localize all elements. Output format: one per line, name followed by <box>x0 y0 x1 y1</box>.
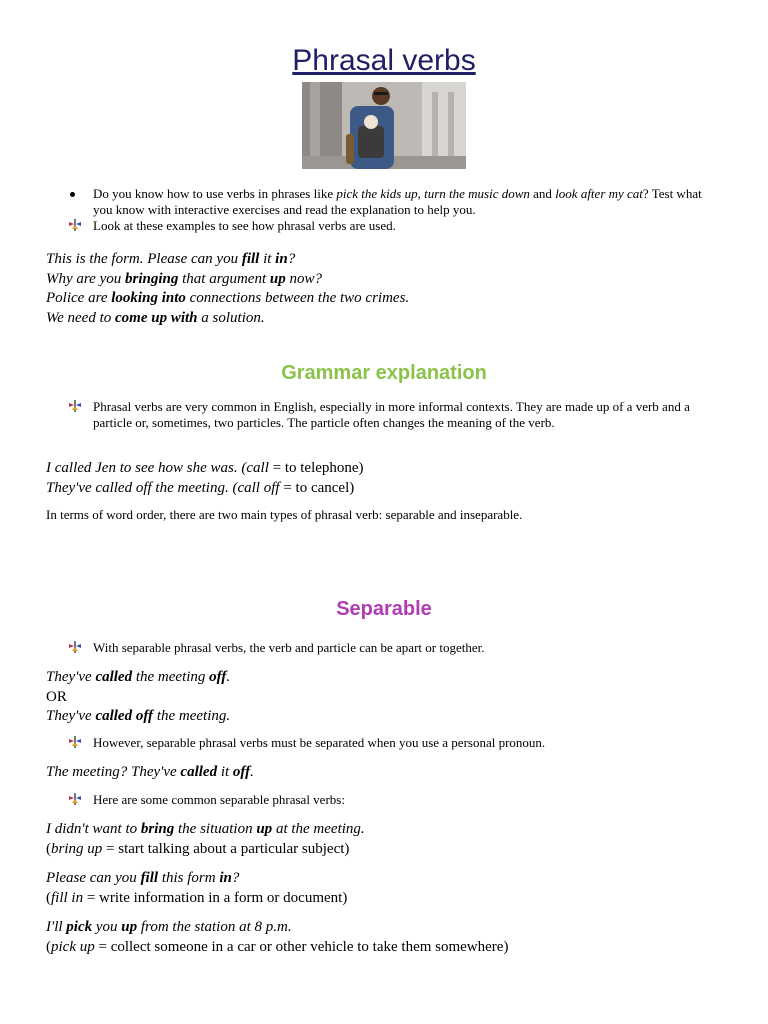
phrasal-verb-part: off <box>232 764 251 780</box>
phrasal-verb-part: looking into <box>111 290 186 306</box>
example-sentence <box>46 250 736 270</box>
text-run: pick up <box>51 938 95 955</box>
text-run: ? <box>231 870 240 886</box>
flag-bullet-icon <box>69 793 81 805</box>
text-run: They've <box>46 669 96 685</box>
grammar-bullet-text: Phrasal verbs are very common in English, especially in more informal contexts. They are made up of a verb and a particle or, sometimes, two particles. The particle often changes the meaning of the verb. <box>93 399 690 430</box>
text-run: the meeting. <box>153 708 231 724</box>
examples-block-3 <box>46 668 736 727</box>
examples-block-2 <box>46 459 736 498</box>
phrasal-verb-part: fill <box>140 870 159 886</box>
text-run: = to telephone) <box>268 460 364 476</box>
phrasal-verb-part: up <box>256 821 273 837</box>
flag-bullet-icon <box>69 736 81 748</box>
text-run: I'll <box>46 919 67 935</box>
list-item <box>62 186 710 218</box>
text-run: ( <box>46 840 51 857</box>
text-run: , <box>417 186 425 201</box>
bullet-text <box>93 186 702 217</box>
example-sentence <box>46 479 736 499</box>
flag-bullet-icon <box>69 641 81 653</box>
text-run: now? <box>285 270 322 287</box>
text-run: and <box>529 186 556 201</box>
intro-bullet-list <box>62 186 710 234</box>
examples-block-6 <box>46 869 736 908</box>
page-title: Phrasal verbs <box>292 44 476 77</box>
example-sentence <box>46 309 736 329</box>
separable-bullet-1-text: With separable phrasal verbs, the verb and particle can be apart or together. <box>93 640 485 655</box>
text-run: = write information in a form or document) <box>83 889 348 906</box>
text-run: it <box>217 764 233 780</box>
example-sentence <box>46 918 736 938</box>
list-item <box>62 640 710 656</box>
text-run: The meeting? They've <box>46 764 181 780</box>
photo-image <box>302 82 466 169</box>
bullet-dot-icon <box>70 192 75 197</box>
phrasal-verb-part: fill <box>241 251 260 267</box>
examples-block-5 <box>46 820 736 859</box>
list-item <box>62 399 710 431</box>
text-run: the situation <box>174 821 257 837</box>
text-run: fill in <box>51 889 84 906</box>
text-run: ? Test what you know with interactive exercises and read the explanation to help you. <box>93 186 702 217</box>
text-run: the meeting <box>132 669 210 685</box>
italic-phrase: pick the kids up <box>336 186 418 201</box>
text-run: at the meeting. <box>272 821 365 837</box>
text-run: ( <box>46 938 51 955</box>
text-run: Look at these examples to see how phrasal verbs are used. <box>93 218 396 233</box>
list-item <box>62 735 710 751</box>
list-item <box>62 218 710 234</box>
text-run: Police are <box>46 290 112 306</box>
example-sentence <box>46 763 736 783</box>
text-run: We need to <box>46 309 116 326</box>
italic-phrase: look after my cat <box>555 186 643 201</box>
separable-bullet-3 <box>62 792 710 808</box>
example-sentence <box>46 289 736 309</box>
italic-phrase: turn the music down <box>424 186 530 201</box>
flag-bullet-icon <box>69 219 81 231</box>
phrasal-verb-part: pick <box>66 919 93 935</box>
separable-bullet-2 <box>62 735 710 751</box>
examples-block-7 <box>46 918 736 957</box>
phrasal-verb-part: bring <box>140 821 175 837</box>
bullet-text <box>93 218 396 233</box>
phrasal-verb-part: up <box>121 919 138 935</box>
example-sentence <box>46 668 736 688</box>
phrasal-verb-part: called <box>95 669 133 685</box>
photo-man-with-baby-carrier-icon <box>302 82 466 169</box>
text-run: ? <box>287 251 296 267</box>
text-run: ( <box>46 889 51 906</box>
grammar-bullet-list <box>62 399 710 431</box>
heading-grammar-explanation: Grammar explanation <box>281 362 487 384</box>
example-sentence <box>46 889 736 909</box>
separable-bullet-1 <box>62 640 710 656</box>
flag-bullet-icon <box>69 400 81 412</box>
example-sentence <box>46 459 736 479</box>
text-run: = collect someone in a car or other vehicle to take them somewhere) <box>94 938 509 955</box>
heading-separable: Separable <box>336 598 432 620</box>
text-run: Why are you <box>46 270 125 287</box>
text-run: I called Jen to see how she was. ( <box>46 460 247 476</box>
text-run: = to cancel) <box>279 479 355 496</box>
example-sentence <box>46 840 736 860</box>
text-run: from the station at 8 p.m. <box>137 919 292 935</box>
example-sentence <box>46 707 736 727</box>
phrasal-verb-part: come up with <box>115 309 198 326</box>
text-run: I didn't want to <box>46 821 141 837</box>
text-run: it <box>259 251 276 267</box>
text-run: = start talking about a particular subject) <box>102 840 350 857</box>
text-run: They've called off the meeting. ( <box>46 479 238 496</box>
phrasal-verb-part: in <box>275 251 288 267</box>
phrasal-verb-part: called <box>180 764 218 780</box>
separable-bullet-3-text: Here are some common separable phrasal verbs: <box>93 792 345 807</box>
phrasal-verb-part: called off <box>95 708 154 724</box>
example-sentence <box>46 938 736 958</box>
text-run: a solution. <box>197 309 265 326</box>
example-sentence <box>46 869 736 889</box>
list-item <box>62 792 710 808</box>
text-run: this form <box>158 870 220 886</box>
text-run: call <box>246 460 269 476</box>
text-run: call off <box>237 479 280 496</box>
example-sentence <box>46 688 736 708</box>
text-run: They've <box>46 708 96 724</box>
examples-block-1 <box>46 250 736 328</box>
phrasal-verb-part: bringing <box>125 270 179 287</box>
text-run: Do you know how to use verbs in phrases like <box>93 186 337 201</box>
phrasal-verb-part: in <box>219 870 232 886</box>
phrasal-verb-part: up <box>269 270 286 287</box>
text-run: This is the form. Please can you <box>46 251 242 267</box>
separable-bullet-2-text: However, separable phrasal verbs must be separated when you use a personal pronoun. <box>93 735 546 750</box>
word-order-paragraph: In terms of word order, there are two main types of phrasal verb: separable and inseparable. <box>46 507 523 522</box>
example-sentence <box>46 270 736 290</box>
text-run: you <box>92 919 122 935</box>
text-run: that argument <box>178 270 270 287</box>
example-sentence <box>46 820 736 840</box>
text-run: . <box>226 669 231 685</box>
text-run: Please can you <box>46 870 141 886</box>
examples-block-4 <box>46 763 736 783</box>
text-run: bring up <box>51 840 103 857</box>
phrasal-verb-part: off <box>209 669 227 685</box>
text-run: connections between the two crimes. <box>185 290 410 306</box>
text-run: . <box>250 764 254 780</box>
text-run: OR <box>46 688 67 705</box>
